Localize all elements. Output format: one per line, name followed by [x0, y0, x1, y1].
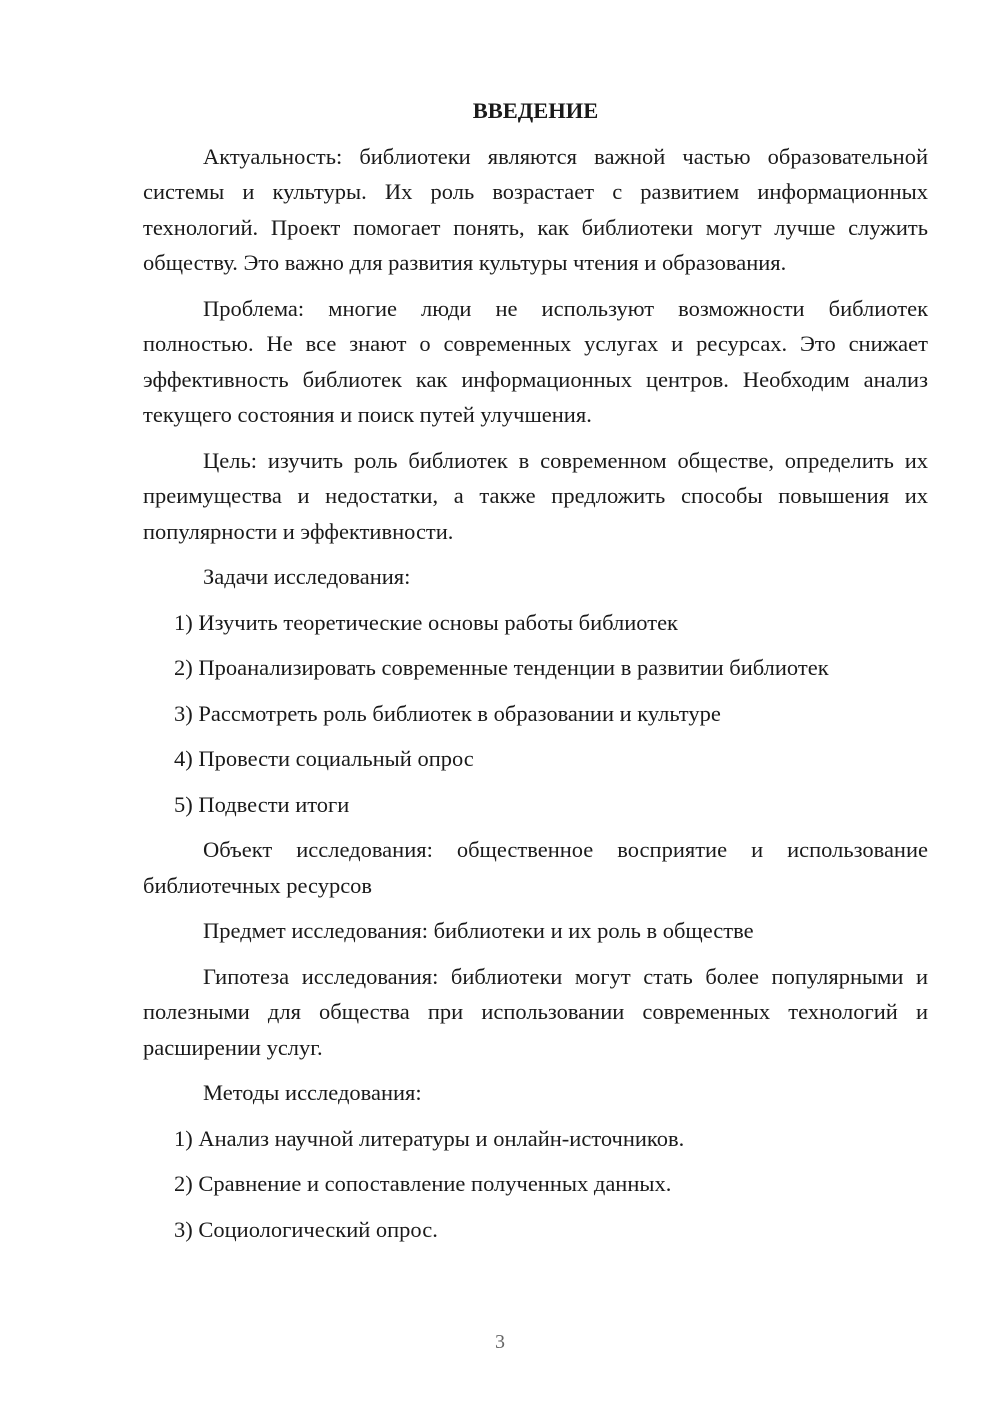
methods-title: Методы исследования:: [203, 1080, 422, 1105]
problem-paragraph: Проблема: многие люди не используют возможности библиотек полностью. Не все знают о современных услугах и ресурсах. Это снижает эффективность библиотек как информационных центров. Необходим анализ текущего состояния и поиск путей улучшения.: [143, 295, 928, 427]
section-heading: ВВЕДЕНИЕ: [472, 98, 599, 123]
list-item: 4) Провести социальный опрос: [174, 746, 474, 771]
subject-paragraph: Предмет исследования: библиотеки и их роль в обществе: [203, 918, 754, 943]
list-item: 2) Проанализировать современные тенденции в развитии библиотек: [174, 655, 829, 680]
list-item: 3) Социологический опрос.: [174, 1216, 438, 1242]
methods-list: [143, 1121, 928, 1248]
tasks-title: Задачи исследования:: [203, 564, 411, 589]
list-item: 1) Изучить теоретические основы работы библиотек: [174, 609, 678, 635]
list-item: 5) Подвести итоги: [174, 791, 350, 817]
page-number: 3: [495, 1331, 505, 1353]
list-item: 2) Сравнение и сопоставление полученных данных.: [174, 1171, 672, 1196]
document-body: [143, 93, 928, 1257]
relevance-paragraph: Актуальность: библиотеки являются важной частью образовательной системы и культуры. Их роль возрастает с развитием информационных технологий. Проект помогает понять, как библиотеки могут лучше служить обществу. Это важно для развития культуры чтения и образования.: [143, 143, 928, 275]
hypothesis-paragraph: Гипотеза исследования: библиотеки могут стать более популярными и полезными для общества при использовании современных технологий и расширении услуг.: [143, 963, 928, 1060]
tasks-list: [143, 605, 928, 823]
object-paragraph: Объект исследования: общественное восприятие и использование библиотечных ресурсов: [143, 837, 928, 898]
list-item: 3) Рассмотреть роль библиотек в образовании и культуре: [174, 700, 721, 726]
goal-paragraph: Цель: изучить роль библиотек в современном обществе, определить их преимущества и недостатки, а также предложить способы повышения их популярности и эффективности.: [143, 447, 928, 544]
list-item: 1) Анализ научной литературы и онлайн-источников.: [174, 1125, 685, 1151]
